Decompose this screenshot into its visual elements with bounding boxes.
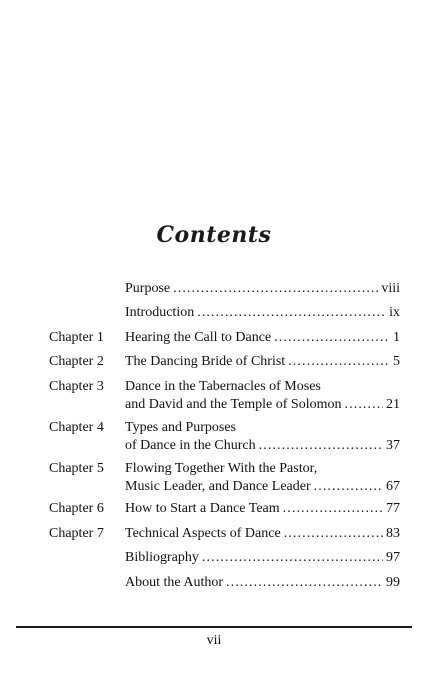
toc-page-number: 83: [386, 526, 400, 541]
toc-page-number: 37: [386, 438, 400, 453]
toc-page-number: ix: [389, 305, 400, 320]
toc-entry-body: [125, 329, 400, 347]
chapter-label: Chapter 5: [49, 461, 104, 476]
toc-line: [125, 549, 400, 567]
toc-entry-body: [125, 419, 400, 455]
toc-entry-title: How to Start a Dance Team: [125, 501, 280, 516]
page-number-folio: vii: [206, 633, 222, 648]
toc-entry-title-continued: and David and the Temple of Solomon: [125, 397, 342, 412]
toc-line: [125, 353, 400, 371]
toc-entry-title: Purpose: [125, 281, 171, 296]
dot-leader: [288, 353, 390, 371]
toc-page-number: 5: [393, 354, 400, 369]
toc-line: [125, 396, 400, 414]
toc-entry-title: Hearing the Call to Dance: [125, 330, 272, 345]
dot-leader: [345, 396, 383, 414]
dot-leader: [259, 437, 383, 455]
chapter-label: Chapter 6: [49, 501, 104, 516]
toc-entry-title: Technical Aspects of Dance: [125, 526, 281, 541]
toc-page-number: 67: [386, 479, 400, 494]
toc-entry-title: Types and Purposes: [125, 420, 237, 435]
page-title: Contents: [156, 222, 272, 248]
toc-line: [125, 304, 400, 322]
chapter-label: Chapter 3: [49, 379, 104, 394]
chapter-label: Chapter 4: [49, 420, 104, 435]
toc-entry-body: [125, 549, 400, 567]
toc-line: [125, 419, 400, 437]
dot-leader: [284, 525, 383, 543]
toc-page-number: 97: [386, 550, 400, 565]
chapter-label: Chapter 2: [49, 354, 104, 369]
toc-entry-title: Bibliography: [125, 550, 199, 565]
toc-line: [125, 500, 400, 518]
toc-page-number: viii: [381, 281, 400, 296]
toc-line: [125, 574, 400, 592]
dot-leader: [226, 574, 383, 592]
toc-line: [125, 437, 400, 455]
toc-page-number: 1: [393, 330, 400, 345]
toc-line: [125, 525, 400, 543]
toc-entry-title: Introduction: [125, 305, 195, 320]
toc-line: [125, 478, 400, 496]
chapter-label: Chapter 1: [49, 330, 104, 345]
toc-entry-title: The Dancing Bride of Christ: [125, 354, 286, 369]
toc-entry-body: [125, 500, 400, 518]
dot-leader: [314, 478, 383, 496]
chapter-label: Chapter 7: [49, 526, 104, 541]
dot-leader: [173, 280, 378, 298]
toc-entry-title: About the Author: [125, 575, 223, 590]
toc-page-number: 99: [386, 575, 400, 590]
toc-page-number: 77: [386, 501, 400, 516]
toc-entry-body: [125, 574, 400, 592]
toc-entry-body: [125, 353, 400, 371]
toc-line: [125, 460, 400, 478]
dot-leader: [283, 500, 383, 518]
toc-entry-title: Flowing Together With the Pastor,: [125, 461, 318, 476]
dot-leader: [202, 549, 383, 567]
toc-entry-body: [125, 525, 400, 543]
toc-entry-body: [125, 280, 400, 298]
toc-entry-title-continued: of Dance in the Church: [125, 438, 256, 453]
toc-page-number: 21: [386, 397, 400, 412]
toc-entry-body: [125, 460, 400, 496]
toc-entry-body: [125, 378, 400, 414]
dot-leader: [274, 329, 390, 347]
toc-entry-body: [125, 304, 400, 322]
toc-line: [125, 329, 400, 347]
footer-rule: [16, 626, 412, 628]
toc-line: [125, 280, 400, 298]
toc-line: [125, 378, 400, 396]
toc-entry-title: Dance in the Tabernacles of Moses: [125, 379, 321, 394]
dot-leader: [197, 304, 386, 322]
toc-entry-title-continued: Music Leader, and Dance Leader: [125, 479, 311, 494]
